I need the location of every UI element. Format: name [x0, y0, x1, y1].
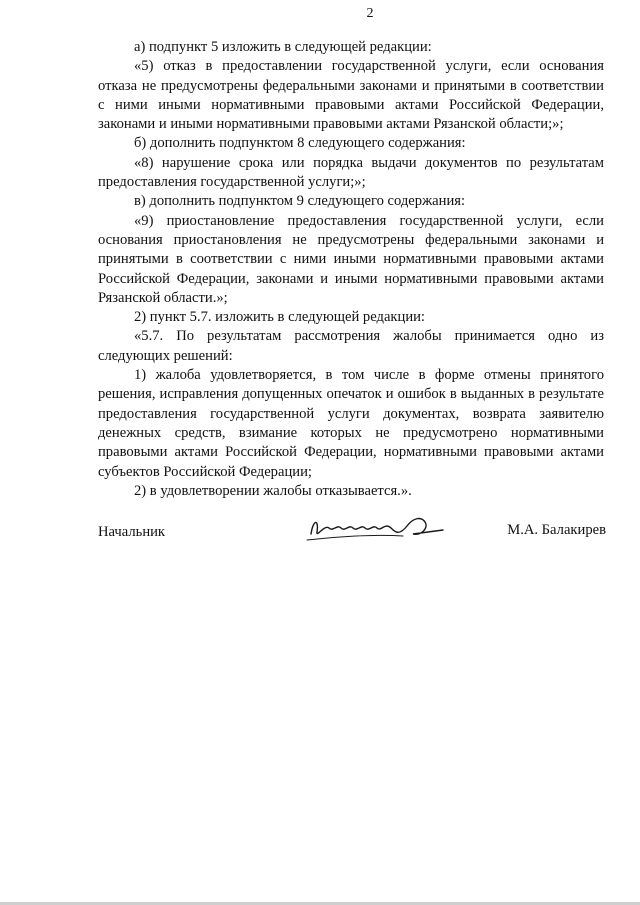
handwritten-signature: [303, 510, 453, 546]
signatory-name: М.А. Балакирев: [507, 522, 606, 538]
page-number: 2: [366, 6, 374, 21]
paragraph: а) подпункт 5 изложить в следующей редакции:: [134, 39, 432, 55]
paragraph: «5.7. По результатам рассмотрения жалобы принимается одно из следующих решений:: [98, 328, 604, 364]
paragraph: в) дополнить подпунктом 9 следующего содержания:: [134, 193, 466, 210]
document-body: [98, 38, 604, 501]
paragraph: 2) в удовлетворении жалобы отказывается.».: [134, 482, 412, 499]
paragraph: «8) нарушение срока или порядка выдачи документов по результатам предоставления государственной услуги;»;: [98, 154, 604, 191]
paragraph: 2) пункт 5.7. изложить в следующей редакции:: [134, 309, 425, 326]
signature-block: [98, 510, 606, 550]
paragraph: «5) отказ в предоставлении государственной услуги, если основания отказа не предусмотрены федеральными законами и принятыми в соответствии с ними иными нормативными правовыми актами Российской Федерации, законами и иными нормативными правовыми актами Рязанской области;»;: [98, 58, 604, 133]
paragraph: б) дополнить подпунктом 8 следующего содержания:: [134, 135, 466, 152]
signatory-position: Начальник: [98, 524, 166, 540]
paragraph: «9) приостановление предоставления государственной услуги, если основания приостановления не предусмотрены федеральными законами и принятыми в соответствии с ними иными нормативными правовыми актами Российской Федерации, законами и иными нормативными правовыми актами Рязанской области.»;: [98, 212, 604, 306]
paragraph: 1) жалоба удовлетворяется, в том числе в форме отмены принятого решения, исправления допущенных опечаток и ошибок в выданных в результате предоставления государственной услуги документах, возврата заявителю денежных средств, взимание которых не предусмотрено нормативными правовыми актами Российской Федерации, нормативными правовыми актами субъектов Российской Федерации;: [98, 367, 604, 480]
